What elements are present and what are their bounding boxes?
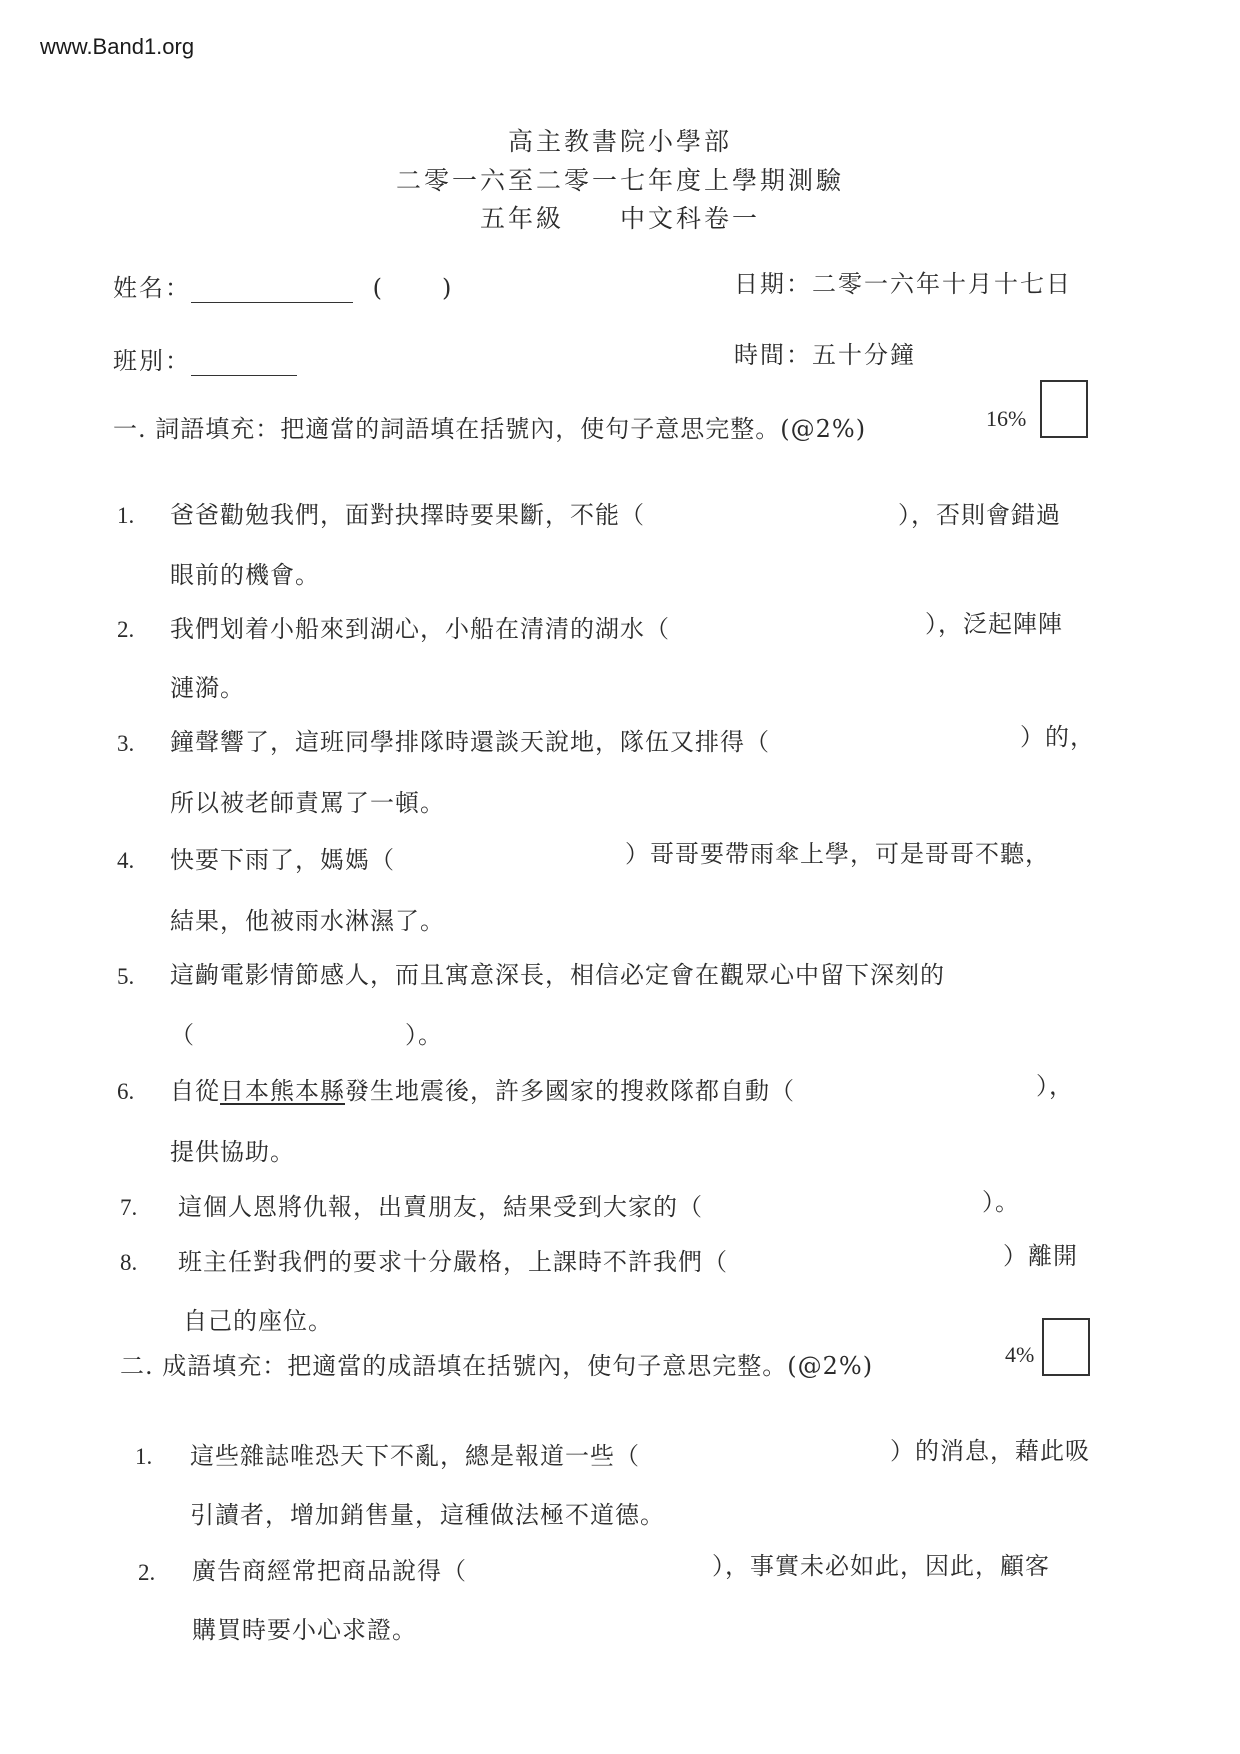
class-field bbox=[113, 341, 297, 376]
s1-q1-number: 1. bbox=[117, 503, 135, 528]
s1-q3-number: 3. bbox=[117, 731, 135, 756]
grade-subject bbox=[0, 199, 1240, 235]
s1-q7-text-b: ）。 bbox=[982, 1188, 1020, 1216]
term-title: 二零一六至二零一七年度上學期測驗 bbox=[395, 166, 844, 195]
s1-q8-number: 8. bbox=[120, 1250, 138, 1275]
class-number-paren: ( bbox=[372, 274, 385, 302]
s2-q2-text-a: 廣告商經常把商品說得（ bbox=[192, 1557, 467, 1585]
s2-q1-number: 1. bbox=[135, 1444, 153, 1469]
s1-q4-number: 4. bbox=[117, 848, 135, 873]
s1-q4-text-b: ）哥哥要帶雨傘上學，可是哥哥不聽， bbox=[625, 840, 1050, 868]
s2-q1-text-b: ）的消息，藉此吸 bbox=[890, 1437, 1090, 1465]
exam-time: 時間：五十分鐘 bbox=[734, 341, 916, 369]
s1-q4-text-a: 快要下雨了，媽媽（ bbox=[170, 846, 395, 874]
s1-q8-text-c: 自己的座位。 bbox=[183, 1307, 333, 1335]
section2-title: 二. 成語填充：把適當的成語填在括號內，使句子意思完整。(@2%) bbox=[120, 1352, 874, 1380]
section1-score: 16% bbox=[986, 406, 1027, 431]
s1-q6-underlined-place: 日本熊本縣 bbox=[220, 1077, 345, 1105]
s1-q3-text-a: 鐘聲響了，這班同學排隊時還談天說地，隊伍又排得（ bbox=[170, 728, 770, 756]
watermark: www.Band1.org bbox=[40, 34, 195, 59]
s1-q1-text-b: ），否則會錯過 bbox=[898, 501, 1061, 529]
s1-q6-text-b: ）， bbox=[1036, 1072, 1074, 1100]
s1-q1-text-a: 爸爸勸勉我們，面對抉擇時要果斷，不能（ bbox=[170, 501, 645, 529]
school-name: 高主教書院小學部 bbox=[507, 127, 732, 156]
name-field bbox=[113, 268, 453, 303]
s1-q3-text-c: 所以被老師責罵了一頓。 bbox=[170, 789, 445, 817]
s2-q2-number: 2. bbox=[138, 1560, 156, 1585]
exam-date: 日期：二零一六年十月十七日 bbox=[734, 270, 1072, 298]
name-blank[interactable] bbox=[191, 276, 353, 303]
s1-q8-text-a: 班主任對我們的要求十分嚴格，上課時不許我們（ bbox=[178, 1248, 728, 1276]
s1-q6-number: 6. bbox=[117, 1079, 135, 1104]
grade: 五年級 bbox=[479, 204, 564, 233]
section1-title: 一. 詞語填充：把適當的詞語填在括號內，使句子意思完整。(@2%) bbox=[113, 415, 867, 443]
s1-q4-text-c: 結果，他被雨水淋濕了。 bbox=[170, 907, 445, 935]
s1-q5-number: 5. bbox=[117, 964, 135, 989]
s1-q5-text-d: ）。 bbox=[405, 1021, 443, 1049]
s1-q2-text-a: 我們划着小船來到湖心，小船在清清的湖水（ bbox=[170, 615, 670, 643]
s1-q2-text-b: ），泛起陣陣 bbox=[925, 610, 1063, 638]
s1-q6-pre: 自從 bbox=[170, 1077, 220, 1105]
s1-q5-text-a: 這齣電影情節感人，而且寓意深長，相信必定會在觀眾心中留下深刻的 bbox=[170, 961, 945, 989]
s1-q6-text-a: 發生地震後，許多國家的搜救隊都自動（ bbox=[345, 1077, 795, 1105]
s1-q6-text bbox=[170, 1071, 795, 1106]
section2-score-box[interactable] bbox=[1042, 1318, 1090, 1376]
s1-q6-text-c: 提供協助。 bbox=[170, 1138, 295, 1166]
subject: 中文科卷一 bbox=[620, 204, 761, 233]
s1-q1-text-c: 眼前的機會。 bbox=[170, 561, 320, 589]
s1-q2-text-c: 漣漪。 bbox=[170, 674, 245, 702]
s1-q3-text-b: ）的， bbox=[1020, 723, 1095, 751]
name-label: 姓名： bbox=[113, 274, 191, 302]
s2-q2-text-b: ），事實未必如此，因此，顧客 bbox=[712, 1552, 1050, 1580]
s2-q1-text-a: 這些雜誌唯恐天下不亂，總是報道一些（ bbox=[190, 1442, 640, 1470]
s1-q5-text-c: （ bbox=[170, 1021, 195, 1049]
section1-score-box[interactable] bbox=[1040, 380, 1088, 438]
s1-q7-number: 7. bbox=[120, 1195, 138, 1220]
s1-q7-text-a: 這個人恩將仇報，出賣朋友，結果受到大家的（ bbox=[178, 1193, 703, 1221]
s1-q8-text-b: ）離開 bbox=[1003, 1242, 1078, 1270]
class-blank[interactable] bbox=[191, 349, 297, 376]
section2-score: 4% bbox=[1005, 1342, 1035, 1367]
s1-q2-number: 2. bbox=[117, 617, 135, 642]
s2-q1-text-c: 引讀者，增加銷售量，這種做法極不道德。 bbox=[190, 1501, 665, 1529]
class-number-paren-close: ) bbox=[442, 274, 454, 302]
s2-q2-text-c: 購買時要小心求證。 bbox=[192, 1616, 417, 1644]
class-label: 班別： bbox=[113, 347, 191, 375]
